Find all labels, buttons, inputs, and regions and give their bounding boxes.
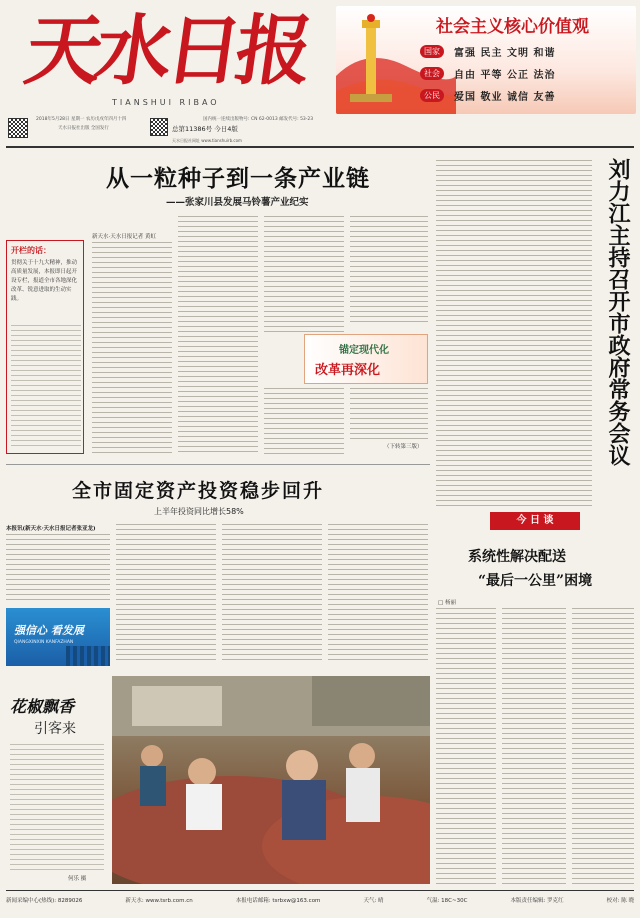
masthead-divider xyxy=(6,146,634,148)
values-text: 自由 平等 公正 法治 xyxy=(454,69,556,81)
strong-banner-skyline xyxy=(66,646,110,666)
today-author: □ 杨丽 xyxy=(438,600,456,606)
today-col-3 xyxy=(572,608,634,884)
values-row xyxy=(420,40,630,62)
masthead-pinyin: TIANSHUI RIBAO xyxy=(112,98,220,107)
qr-code-b xyxy=(8,118,28,138)
strong-banner xyxy=(6,608,110,666)
publisher-line: 天水日报社出版 全国发行 xyxy=(58,126,109,131)
flower-text xyxy=(10,744,104,870)
qr-code-a xyxy=(150,118,168,136)
lead-story xyxy=(6,150,430,456)
right-col-text xyxy=(436,160,592,510)
masthead xyxy=(0,0,640,148)
footer-rule xyxy=(6,890,634,891)
lead-col-4 xyxy=(350,216,428,322)
values-tag: 社会 xyxy=(420,67,444,80)
footer-item: 天气: 晴 xyxy=(363,898,384,904)
today-headline-2: “最后一公里”困境 xyxy=(478,573,593,589)
lead-photo xyxy=(112,676,430,884)
reform-badge-line2: 改革再深化 xyxy=(315,363,381,378)
lead-col-1 xyxy=(92,242,172,454)
kaiju-box xyxy=(6,240,84,454)
footer-item: 新天水: www.tsrb.com.cn xyxy=(125,898,193,904)
cn-code: 国内统一连续出版物号: CN 62-0013 邮发代号: 53-23 xyxy=(203,117,314,122)
flower-title: 花椒飘香 xyxy=(10,697,75,716)
invest-col-3 xyxy=(222,524,322,664)
reform-badge xyxy=(304,334,428,384)
values-row xyxy=(420,84,630,106)
values-rows xyxy=(420,40,630,106)
values-banner-title: 社会主义核心价值观 xyxy=(436,17,589,37)
footer-item: 本报电话邮箱: tsrbxw@163.com xyxy=(235,898,321,904)
lead-headline: 从一粒种子到一条产业链 xyxy=(106,166,370,192)
kaiju-body: 贯彻关于十九大精神，推动高质量发展，本报即日起开设专栏，报道全市各地深化改革、锐意进取的生动实践。 xyxy=(11,260,78,302)
values-text: 富强 民主 文明 和谐 xyxy=(454,47,556,59)
reform-badge-line1: 锚定现代化 xyxy=(339,345,389,356)
values-tag: 公民 xyxy=(420,89,444,102)
flower-column xyxy=(6,684,106,888)
invest-subhead: 上半年投资同比增长58% xyxy=(154,507,244,516)
footer-item: 气温: 18C~30C xyxy=(426,898,468,904)
strong-banner-line1: 强信心 看发展 xyxy=(14,624,84,637)
site-line: 天水日报社网址 www.tianshuirb.com xyxy=(172,138,242,143)
lead-col-3 xyxy=(264,216,344,332)
invest-col-4 xyxy=(328,524,428,664)
lead-col-3b xyxy=(264,388,344,454)
footer-item: 本版责任编辑: 罗克红 xyxy=(510,898,564,904)
lead-subhead: ——张家川县发展马铃薯产业纪实 xyxy=(166,197,309,208)
date-line: 2018年5月28日 星期一 农历戊戌年四月十四 xyxy=(36,117,127,122)
today-headline-1: 系统性解决配送 xyxy=(468,549,566,565)
values-row xyxy=(420,62,630,84)
flower-subtitle: 引客来 xyxy=(34,721,76,737)
footer xyxy=(6,896,634,910)
today-col-2 xyxy=(502,608,566,884)
right-story xyxy=(434,150,636,510)
values-text: 爱国 敬业 诚信 友善 xyxy=(454,91,556,103)
lead-col-2 xyxy=(178,216,258,454)
today-label: 今 日 谈 xyxy=(490,512,580,530)
lead-byline: 新天水·天水日报记者 黄虹 xyxy=(92,234,156,240)
values-banner xyxy=(336,6,636,114)
right-headline: 刘力江主持召开市政府常务会议 xyxy=(605,158,630,466)
invest-byline: 本报讯(新天水·天水日报记者张亚龙) xyxy=(6,526,96,532)
photo-scene-icon xyxy=(112,676,430,884)
strong-banner-line2: QIANGXINXIN KANFAZHAN xyxy=(14,640,74,645)
today-column xyxy=(434,512,636,888)
right-headline-box xyxy=(596,158,636,510)
lead-col-4b xyxy=(350,388,428,440)
masthead-title: 天水日报 xyxy=(19,6,313,95)
kaiju-text-lines xyxy=(11,325,81,449)
footer-item: 校对: 陈 晓 xyxy=(606,898,634,904)
invest-story xyxy=(6,468,430,678)
today-col-1 xyxy=(436,608,496,884)
footer-item: 新闻采编中心(热线): 8289026 xyxy=(6,898,83,904)
section-divider-a xyxy=(6,464,430,465)
invest-headline: 全市固定资产投资稳步回升 xyxy=(72,480,325,502)
lead-continue-note: （下转第三版） xyxy=(384,444,423,450)
values-tag: 国家 xyxy=(420,45,444,58)
kaiju-title: 开栏的话： xyxy=(11,246,51,255)
issue-number: 总第11386号 今日4版 xyxy=(172,125,238,133)
invest-col-2 xyxy=(116,524,216,664)
invest-col-1 xyxy=(6,534,110,604)
flower-credit: 何乐 摄 xyxy=(68,876,87,882)
